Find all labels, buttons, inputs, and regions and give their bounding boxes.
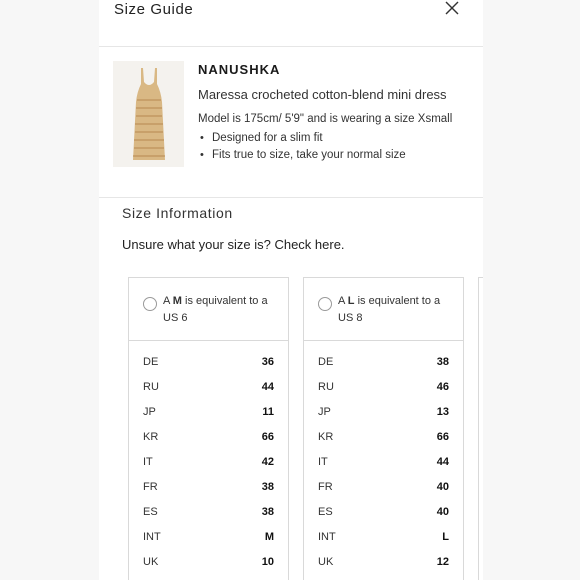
region-size: 42 bbox=[261, 456, 274, 468]
conversion-row bbox=[129, 379, 288, 404]
conversion-row bbox=[129, 354, 288, 379]
size-information-heading: Size Information bbox=[122, 205, 233, 221]
size-card-partial[interactable] bbox=[478, 277, 483, 580]
region-label: JP bbox=[143, 406, 156, 418]
fit-note: • Designed for a slim fit bbox=[198, 130, 406, 147]
region-label: RU bbox=[143, 381, 159, 393]
region-label: INT bbox=[318, 531, 336, 543]
region-size: 11 bbox=[262, 406, 274, 418]
region-size: 38 bbox=[261, 506, 274, 518]
region-size: 10 bbox=[261, 556, 274, 568]
region-size: 46 bbox=[436, 381, 449, 393]
region-label: KR bbox=[143, 431, 159, 443]
region-label: INT bbox=[143, 531, 161, 543]
size-conversion-list bbox=[304, 354, 463, 579]
dress-icon bbox=[129, 66, 169, 162]
region-size: 40 bbox=[436, 506, 449, 518]
region-size: 66 bbox=[261, 431, 274, 443]
fit-notes bbox=[198, 130, 406, 164]
region-size: 36 bbox=[261, 356, 274, 368]
region-size: 38 bbox=[261, 481, 274, 493]
conversion-row bbox=[304, 454, 463, 479]
conversion-row bbox=[129, 454, 288, 479]
region-size: L bbox=[442, 531, 449, 543]
close-icon bbox=[444, 0, 460, 16]
region-size: 38 bbox=[436, 356, 449, 368]
fit-note: • Fits true to size, take your normal size bbox=[198, 147, 406, 164]
region-size: 12 bbox=[436, 556, 449, 568]
region-label: KR bbox=[318, 431, 334, 443]
region-label: IT bbox=[143, 456, 153, 468]
region-size: 66 bbox=[436, 431, 449, 443]
region-label: IT bbox=[318, 456, 328, 468]
conversion-row bbox=[304, 479, 463, 504]
region-label: RU bbox=[318, 381, 334, 393]
region-label: FR bbox=[318, 481, 333, 493]
model-info: Model is 175cm/ 5'9" and is wearing a size Xsmall bbox=[198, 113, 453, 125]
region-label: ES bbox=[143, 506, 158, 518]
product-image bbox=[113, 61, 184, 167]
conversion-row bbox=[304, 554, 463, 579]
panel-header bbox=[99, 0, 483, 47]
backdrop-right bbox=[483, 0, 580, 580]
size-card-header bbox=[304, 278, 463, 341]
size-card-header bbox=[129, 278, 288, 341]
region-label: DE bbox=[143, 356, 159, 368]
conversion-row bbox=[304, 429, 463, 454]
brand-name: NANUSHKA bbox=[198, 62, 281, 77]
size-code: L bbox=[347, 295, 355, 307]
product-name: Maressa crocheted cotton-blend mini dress bbox=[198, 87, 447, 102]
conversion-row bbox=[129, 504, 288, 529]
backdrop-left bbox=[0, 0, 99, 580]
region-size: 44 bbox=[436, 456, 449, 468]
size-radio[interactable] bbox=[318, 297, 332, 311]
region-size: 40 bbox=[436, 481, 449, 493]
conversion-row bbox=[129, 529, 288, 554]
size-equivalence: A L is equivalent to a US 8 bbox=[338, 295, 441, 324]
size-card[interactable] bbox=[303, 277, 464, 580]
panel-title: Size Guide bbox=[114, 1, 194, 18]
size-equivalence: A M is equivalent to a US 6 bbox=[163, 295, 268, 324]
conversion-row bbox=[129, 429, 288, 454]
size-help-link[interactable]: Unsure what your size is? Check here. bbox=[122, 237, 345, 252]
region-size: M bbox=[264, 531, 274, 543]
region-size: 44 bbox=[261, 381, 274, 393]
conversion-row bbox=[304, 529, 463, 554]
size-card[interactable] bbox=[128, 277, 289, 580]
region-size: 13 bbox=[436, 406, 449, 418]
size-code: M bbox=[172, 295, 182, 307]
conversion-row bbox=[304, 354, 463, 379]
region-label: UK bbox=[318, 556, 334, 568]
region-label: DE bbox=[318, 356, 334, 368]
conversion-row bbox=[304, 404, 463, 429]
region-label: ES bbox=[318, 506, 333, 518]
size-conversion-list bbox=[129, 354, 288, 579]
conversion-row bbox=[129, 404, 288, 429]
size-guide-panel bbox=[99, 0, 483, 580]
conversion-row bbox=[304, 379, 463, 404]
conversion-row bbox=[129, 554, 288, 579]
close-button[interactable] bbox=[444, 0, 460, 16]
conversion-row bbox=[129, 479, 288, 504]
size-radio[interactable] bbox=[143, 297, 157, 311]
conversion-row bbox=[304, 504, 463, 529]
product-section bbox=[99, 47, 483, 198]
region-label: FR bbox=[143, 481, 158, 493]
region-label: UK bbox=[143, 556, 159, 568]
region-label: JP bbox=[318, 406, 331, 418]
